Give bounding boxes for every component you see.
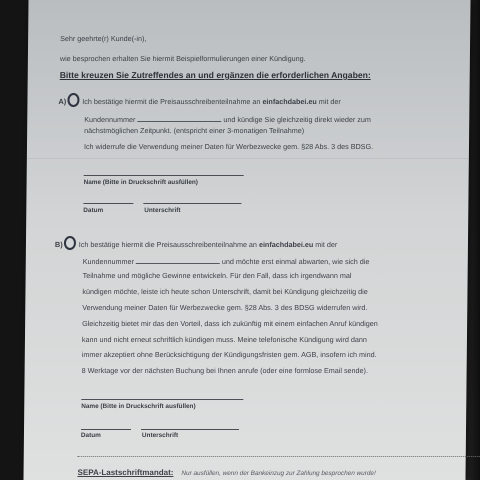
option-b-text: und möchte erst einmal abwarten, wie sich die [221, 257, 370, 266]
option-b-line-4: kündigen möchte, leiste ich heute schon Unterschrift, damit bei Kündigung gleichzeitig die [82, 287, 368, 296]
brand-name: einfachdabei.eu [262, 97, 317, 106]
paper-sheet [23, 0, 470, 480]
option-b-line-9: 8 Werktage vor der nächsten Buchung bei Ihnen anrufe (oder eine formlose Email sende). [81, 366, 369, 375]
customer-number-field[interactable] [137, 114, 221, 122]
option-b-line-5: Verwendung meiner Daten für Werbezwecke gem. §28 Abs. 3 des BDSG widerrufen wird. [82, 303, 368, 312]
option-a-text: mit der [318, 97, 341, 106]
name-field-b[interactable] [81, 399, 243, 400]
paper-fold [27, 158, 469, 159]
option-b-letter: B) [54, 240, 63, 249]
customer-number-field[interactable] [136, 256, 220, 264]
signature-field-a[interactable] [143, 203, 241, 204]
signature-caption-b: Unterschrift [141, 432, 179, 439]
sepa-note: Nur ausfüllen, wenn der Bankeinzug zur Zahlung besprochen wurde! [181, 470, 376, 477]
option-a-line-3: nächstmöglichen Zeitpunkt. (entspricht einer 3-monatigen Teilnahme) [84, 126, 305, 135]
option-a-checkbox[interactable] [67, 93, 79, 107]
name-caption-b: Name (Bitte in Druckschrift ausfüllen) [81, 403, 196, 410]
option-b-line-7: kann und nicht erneut schriftlich kündigen muss. Meine telefonische Kündigung wird dann [81, 335, 367, 344]
option-b-line-6: Gleichzeitig bietet mir das den Vorteil, dass ich zukünftig mit einem einfachen Anruf kündigen [82, 319, 378, 328]
option-b-checkbox[interactable] [64, 236, 76, 250]
option-a-line-2 [84, 114, 371, 124]
date-field-b[interactable] [81, 429, 131, 430]
option-b-line-1 [55, 236, 337, 250]
date-caption-a: Datum [83, 207, 104, 214]
date-field-a[interactable] [83, 203, 133, 204]
brand-name: einfachdabei.eu [258, 240, 314, 249]
name-field-a[interactable] [84, 175, 244, 176]
cut-line [78, 456, 480, 457]
option-a-text: Ich bestätige hiermit die Preisausschreibenteilnahme an [82, 97, 261, 106]
option-a-letter: A) [58, 97, 67, 106]
option-a-line-4: Ich widerrufe die Verwendung meiner Daten für Werbezwecke gem. §28 Abs. 3 des BDSG. [83, 142, 374, 151]
sepa-section [78, 468, 376, 478]
intro-text: wie besprochen erhalten Sie hiermit Beispielformulierungen einer Kündigung. [59, 54, 306, 63]
name-caption-a: Name (Bitte in Druckschrift ausfüllen) [83, 179, 198, 186]
option-b-text: Kundennummer [82, 257, 134, 266]
option-b-text: mit der [315, 240, 338, 249]
option-b-line-8: immer akzeptiert ohne Berücksichtigung der Kündigungsfristen gem. AGB, insofern ich mind. [81, 350, 377, 359]
signature-caption-a: Unterschrift [144, 207, 181, 214]
salutation: Sehr geehrte(r) Kunde(-in), [60, 34, 147, 43]
option-b-line-3: Teilnahme und mögliche Gewinne entwickeln. Für den Fall, dass ich irgendwann mal [82, 271, 352, 280]
sepa-title: SEPA-Lastschriftmandat: [77, 468, 174, 477]
signature-field-b[interactable] [141, 429, 239, 430]
option-b-text: Ich bestätige hiermit die Preisausschreibenteilnahme an [78, 240, 258, 249]
instruction-heading: Bitte kreuzen Sie Zutreffendes an und ergänzen die erforderlichen Angaben: [59, 70, 371, 80]
date-caption-b: Datum [80, 432, 101, 439]
option-b-line-2 [83, 256, 370, 266]
option-a-text: und kündige Sie gleichzeitig direkt wieder zum [223, 115, 371, 124]
option-a-line-1 [58, 93, 340, 107]
option-a-text: Kundennummer [84, 115, 136, 124]
